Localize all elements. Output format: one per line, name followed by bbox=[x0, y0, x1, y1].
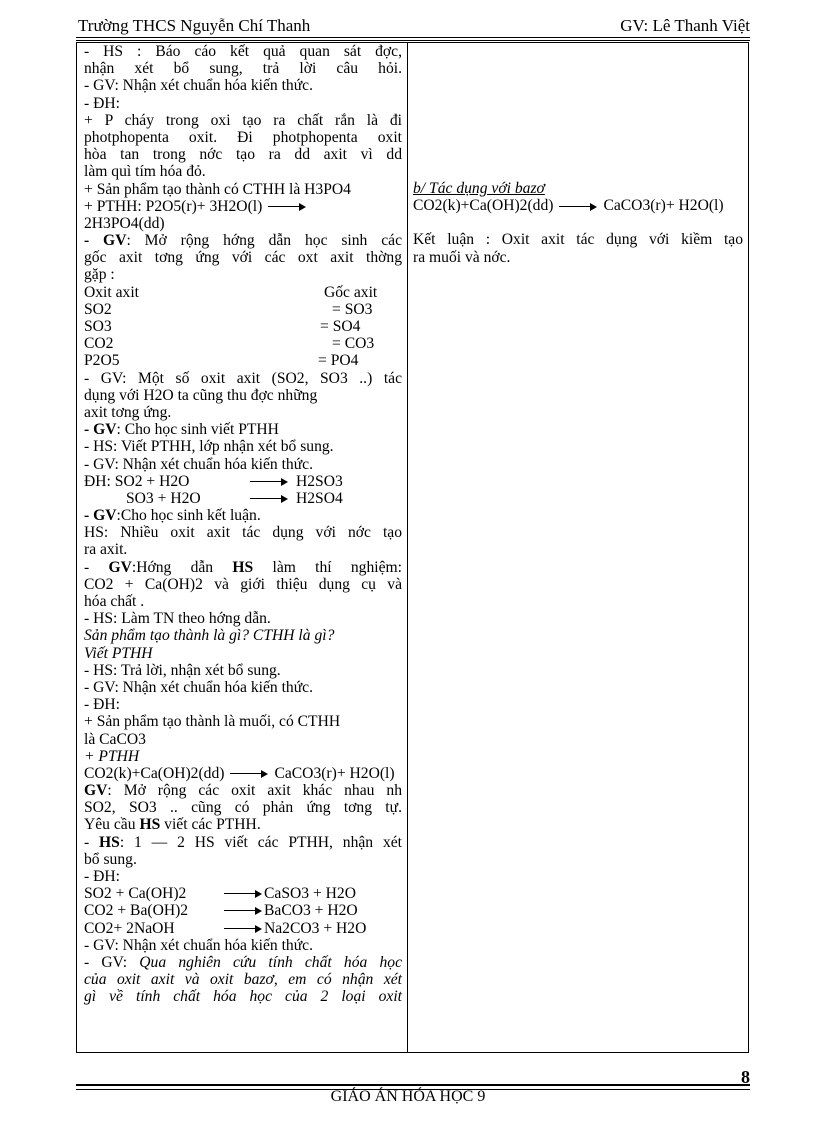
text-line: - GV: Qua nghiên cứu tính chất hóa học bbox=[84, 953, 402, 971]
column-divider bbox=[407, 43, 408, 1052]
text-line: - HS: 1 — 2 HS viết các PTHH, nhận xét bbox=[84, 833, 402, 851]
header-rule-1 bbox=[76, 37, 750, 38]
arrow-icon bbox=[224, 890, 262, 898]
content-column bbox=[413, 43, 743, 266]
teacher-name: GV: Lê Thanh Việt bbox=[620, 16, 750, 35]
text-line: - GV: Nhận xét chuẩn hóa kiến thức. bbox=[84, 678, 314, 696]
oxide-table-header: Oxit axit Gốc axit bbox=[84, 283, 378, 301]
text-line: axit tơng ứng. bbox=[84, 403, 172, 421]
lesson-table bbox=[76, 42, 749, 1053]
text-line: - HS: Trả lời, nhận xét bổ sung. bbox=[84, 661, 281, 679]
text-line: - HS: Làm TN theo hớng dẫn. bbox=[84, 610, 271, 628]
question-line: Viết PTHH bbox=[84, 644, 153, 662]
equation: SO3 + H2O H2SO4 bbox=[126, 489, 343, 507]
school-name: Trường THCS Nguyễn Chí Thanh bbox=[78, 16, 311, 35]
text-line: - GV: Nhận xét chuẩn hóa kiến thức. bbox=[84, 455, 314, 473]
teacher-student-activities-column bbox=[84, 43, 402, 1006]
text-line: - GV: Nhận xét chuẩn hóa kiến thức. bbox=[84, 936, 314, 954]
text-line: ra axit. bbox=[84, 541, 128, 559]
text-line: dụng với H2O ta cũng thu đợc những bbox=[84, 386, 318, 404]
footer-title: GIÁO ÁN HÓA HỌC 9 bbox=[330, 1088, 486, 1105]
text-line: + P cháy trong oxi tạo ra chất rắn là đi bbox=[84, 111, 402, 129]
text-line: của oxit axit và oxit bazơ, em có nhận xét bbox=[84, 971, 402, 989]
text-line: - GV: Mở rộng hớng dẫn học sinh các bbox=[84, 232, 402, 250]
equation: CO2(k)+Ca(OH)2(dd) CaCO3(r)+ H2O(l) bbox=[84, 764, 395, 782]
text-line: - GV: Nhận xét chuẩn hóa kiến thức. bbox=[84, 77, 314, 95]
text-line: - GV: Cho học sinh viết PTHH bbox=[84, 421, 279, 439]
formula: P2O5(r)+ 3H2O(l) bbox=[145, 197, 263, 215]
header-rule-2 bbox=[76, 40, 750, 41]
text-line: gì về tính chất hóa học của 2 loại oxit bbox=[84, 988, 402, 1006]
formula: H3PO4 bbox=[304, 180, 351, 198]
text-line: - HS: Viết PTHH, lớp nhận xét bổ sung. bbox=[84, 438, 334, 456]
equation: ĐH: SO2 + H2O H2SO3 bbox=[84, 472, 343, 490]
arrow-icon bbox=[224, 907, 262, 915]
oxide-row: P2O5 = PO4 bbox=[84, 352, 359, 370]
text-line: + Sản phẩm tạo thành là muối, có CTHH bbox=[84, 713, 341, 731]
equation: CO2+ 2NaOH Na2CO3 + H2O bbox=[84, 919, 367, 937]
arrow-icon bbox=[559, 203, 597, 211]
text-line: nhận xét bổ sung, trả lời câu hỏi. bbox=[84, 60, 402, 78]
text-line: photphopenta oxit. Đi photphopenta oxit bbox=[84, 128, 402, 146]
conclusion-text: Kết luận : Oxit axit tác dụng với kiềm tạo bbox=[413, 231, 743, 249]
text-line: Yêu cầu HS viết các PTHH. bbox=[84, 816, 261, 834]
text-line: + PTHH bbox=[84, 747, 140, 765]
page-number: 8 bbox=[741, 1067, 750, 1087]
text-line: hòa tan trong nớc tạo ra dd axit vì dd bbox=[84, 146, 402, 164]
text-line: gốc axit tơng ứng với các oxt axit thờng bbox=[84, 249, 402, 267]
text-line: HS: Nhiều oxit axit tác dụng với nớc tạo bbox=[84, 524, 402, 542]
equation: CO2(k)+Ca(OH)2(dd) CaCO3(r)+ H2O(l) bbox=[413, 197, 724, 215]
section-heading: b/ Tác dụng với bazơ bbox=[413, 180, 545, 197]
equation: CO2 + Ba(OH)2 BaCO3 + H2O bbox=[84, 902, 358, 920]
text-line: - HS : Báo cáo kết quả quan sát đợc, bbox=[84, 43, 402, 60]
arrow-icon bbox=[268, 203, 306, 211]
text-line: - GV:Cho học sinh kết luận. bbox=[84, 507, 261, 525]
footer-rule-1 bbox=[76, 1084, 750, 1086]
text-line: SO2, SO3 .. cũng có phản ứng tơng tự. bbox=[84, 799, 402, 817]
oxide-row: SO3 = SO4 bbox=[84, 318, 361, 335]
text-line: - ĐH: bbox=[84, 696, 120, 714]
text-line: + PTHH: P2O5(r)+ 3H2O(l) bbox=[84, 198, 402, 215]
formula: 2H3PO4(dd) bbox=[84, 214, 165, 232]
oxide-row: CO2 = CO3 bbox=[84, 335, 375, 353]
arrow-icon bbox=[250, 495, 288, 503]
text-line: - GV:Hớng dẫn HS làm thí nghiệm: bbox=[84, 558, 402, 576]
text-line: - ĐH: bbox=[84, 94, 120, 112]
text-line: - GV: Một số oxit axit (SO2, SO3 ..) tác bbox=[84, 369, 402, 387]
question-line: Sản phẩm tạo thành là gì? CTHH là gì? bbox=[84, 627, 335, 645]
text-line: - ĐH: bbox=[84, 868, 120, 885]
arrow-icon bbox=[230, 770, 268, 778]
text-line: bổ sung. bbox=[84, 850, 137, 868]
text-line: + Sản phẩm tạo thành có CTHH là H3PO4 bbox=[84, 180, 351, 198]
conclusion-text: ra muối và nớc. bbox=[413, 248, 511, 266]
text-line: CO2 + Ca(OH)2 và giới thiệu dụng cụ và bbox=[84, 575, 402, 593]
text-line: làm quì tím hóa đỏ. bbox=[84, 163, 206, 181]
text-line: hóa chất . bbox=[84, 593, 145, 610]
equation: SO2 + Ca(OH)2 CaSO3 + H2O bbox=[84, 885, 356, 903]
oxide-row: SO2 = SO3 bbox=[84, 300, 373, 318]
text-line: gặp : bbox=[84, 266, 115, 284]
text-line: là CaCO3 bbox=[84, 730, 146, 748]
arrow-icon bbox=[224, 925, 262, 933]
text-line: GV: Mở rộng các oxit axit khác nhau nh bbox=[84, 782, 402, 800]
arrow-icon bbox=[250, 478, 288, 486]
